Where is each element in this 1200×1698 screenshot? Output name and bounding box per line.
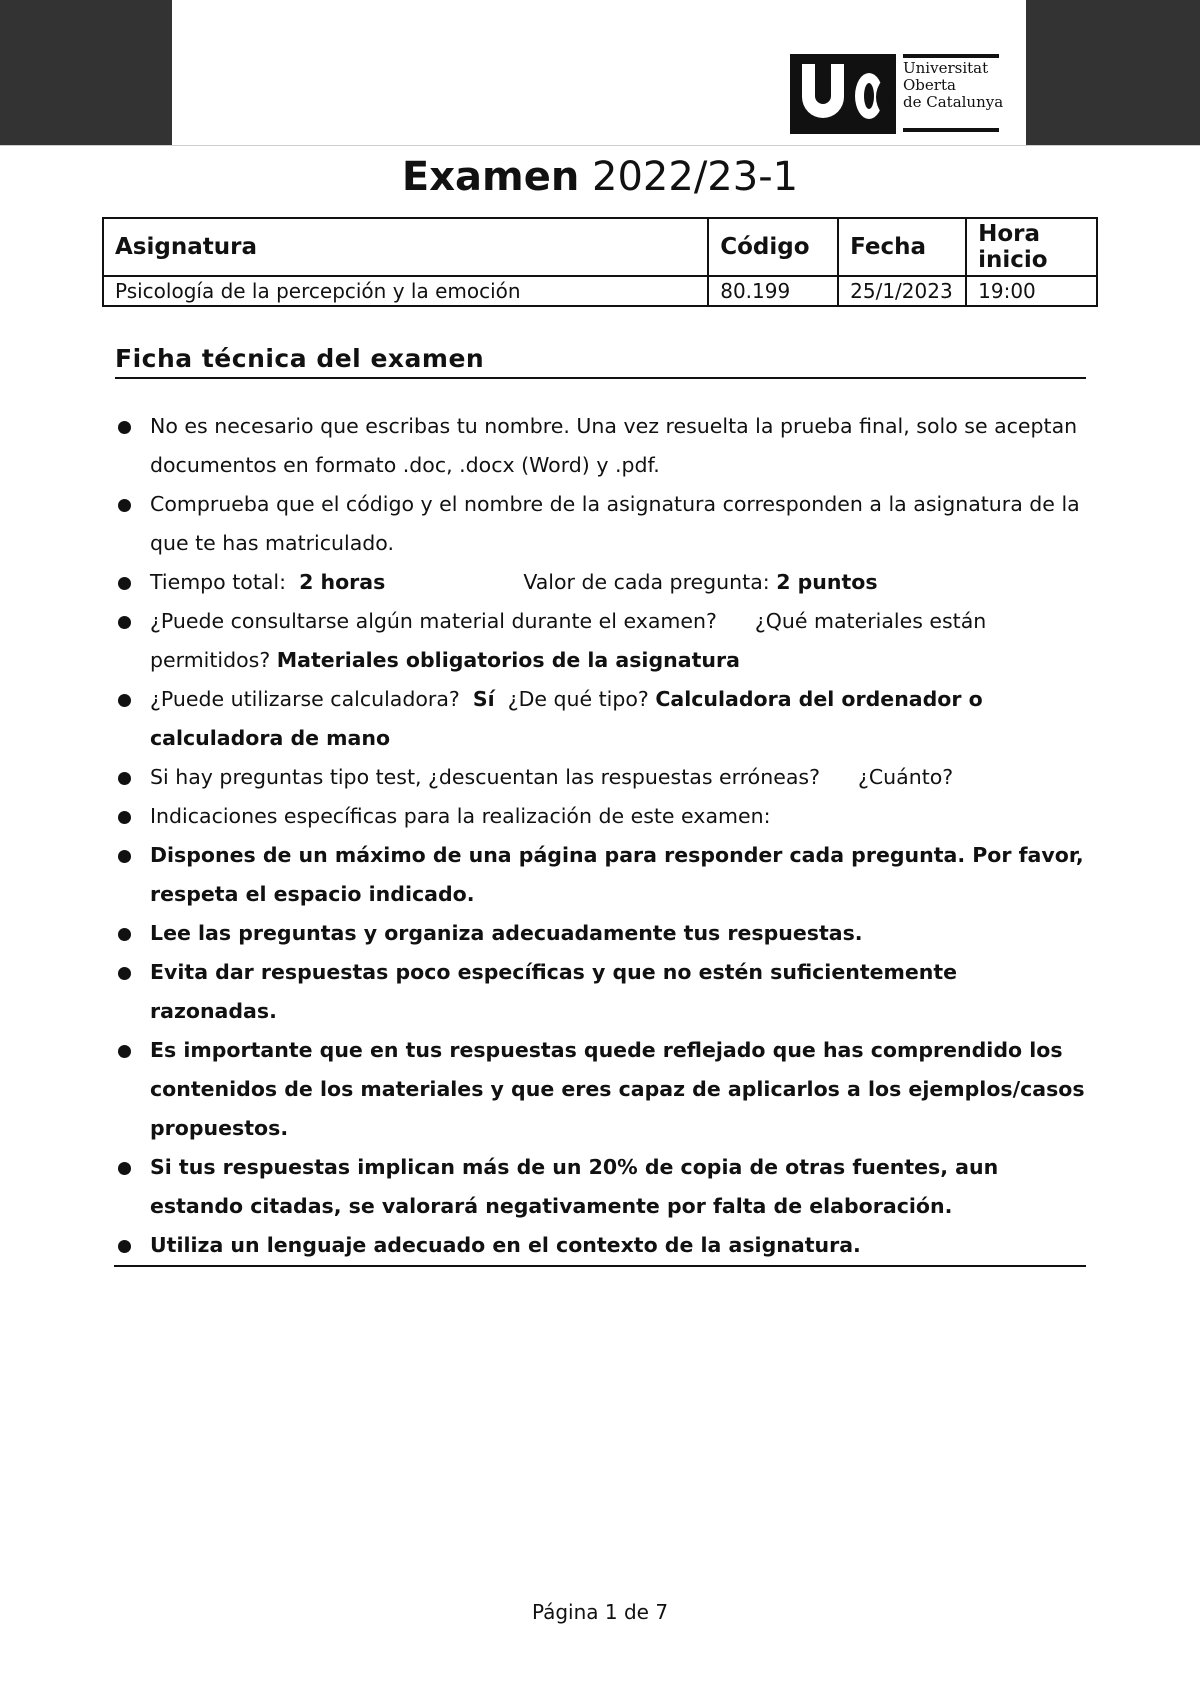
bullet-icon (118, 1162, 131, 1175)
answer-text: Calculadora del ordenador o calculadora de mano (150, 687, 983, 750)
header-hora-inicio: Hora inicio (966, 218, 1097, 276)
question-text: ¿Cuánto? (857, 765, 954, 789)
item-text: No es necesario que escribas tu nombre. Una vez resuelta la prueba final, solo se aceptan documentos en formato .doc, .docx (Word) y .pdf. (150, 414, 1078, 477)
list-item (114, 797, 1086, 836)
list-item (114, 758, 1086, 797)
bullet-icon (118, 772, 131, 785)
list-item (114, 914, 1086, 953)
item-text: Dispones de un máximo de una página para responder cada pregunta. Por favor, respeta el espacio indicado. (150, 843, 1084, 906)
bullet-icon (118, 1045, 131, 1058)
list-item (114, 1226, 1086, 1265)
logo-line: Universitat (903, 59, 989, 77)
bullet-icon (118, 616, 131, 629)
item-text: Indicaciones específicas para la realización de este examen: (150, 804, 771, 828)
bullet-icon (118, 967, 131, 980)
time-label: Tiempo total: (150, 570, 287, 594)
logo-line: de Catalunya (903, 93, 1004, 111)
value-label: Valor de cada pregunta: (523, 570, 770, 594)
answer-text: Sí (472, 687, 495, 711)
question-text: ¿De qué tipo? (507, 687, 649, 711)
bullet-icon (118, 850, 131, 863)
question-text: Si hay preguntas tipo test, ¿descuentan las respuestas erróneas? (150, 765, 820, 789)
bullet-icon (118, 1240, 131, 1253)
table-header-row (103, 218, 1097, 276)
header-fecha: Fecha (838, 218, 966, 276)
bullet-icon (118, 499, 131, 512)
section-title: Ficha técnica del examen (115, 344, 1086, 379)
logo-line: Oberta (903, 76, 956, 94)
list-item (114, 1031, 1086, 1148)
question-text: ¿Qué materiales están permitidos? (150, 609, 987, 672)
item-text: Si tus respuestas implican más de un 20% de copia de otras fuentes, aun estando citadas, se valorará negativamente por falta de elaboración. (150, 1155, 999, 1218)
logo-wordmark (903, 60, 1003, 111)
item-text: Lee las preguntas y organiza adecuadamente tus respuestas. (150, 921, 863, 945)
exam-title-period: 2022/23-1 (579, 154, 799, 200)
page-number: Página 1 de 7 (531, 1600, 669, 1624)
list-item (114, 563, 1086, 602)
item-text: Utiliza un lenguaje adecuado en el contexto de la asignatura. (150, 1233, 861, 1257)
bullet-icon (118, 811, 131, 824)
list-item (114, 953, 1086, 1031)
item-text: Comprueba que el código y el nombre de la asignatura corresponden a la asignatura de la que te has matriculado. (150, 492, 1080, 555)
exam-title-word: Examen (401, 154, 580, 200)
list-item (114, 1148, 1086, 1226)
cell-fecha: 25/1/2023 (838, 276, 966, 306)
time-value: 2 horas (299, 570, 386, 594)
value-value: 2 puntos (776, 570, 878, 594)
instructions-list (114, 407, 1086, 1267)
bullet-icon (118, 421, 131, 434)
header-band-right (1026, 0, 1200, 146)
list-item (114, 407, 1086, 485)
bullet-icon (118, 694, 131, 707)
header-codigo: Código (708, 218, 838, 276)
cell-hora-inicio: 19:00 (966, 276, 1097, 306)
header-asignatura: Asignatura (103, 218, 708, 276)
header-band-left (0, 0, 172, 146)
list-item (114, 836, 1086, 914)
question-text: ¿Puede consultarse algún material durante el examen? (150, 609, 717, 633)
list-item (114, 602, 1086, 680)
item-text: Es importante que en tus respuestas quede reflejado que has comprendido los contenidos de los materiales y que eres capaz de aplicarlos a los ejemplos/casos propuestos. (150, 1038, 1085, 1140)
exam-title (0, 152, 1200, 202)
item-text: Evita dar respuestas poco específicas y que no estén suficientemente razonadas. (150, 960, 958, 1023)
header-divider (0, 145, 1200, 146)
exam-info-table (102, 217, 1098, 307)
cell-codigo: 80.199 (708, 276, 838, 306)
list-item (114, 485, 1086, 563)
answer-text: Materiales obligatorios de la asignatura (276, 648, 740, 672)
question-text: ¿Puede utilizarse calculadora? (150, 687, 460, 711)
bullet-icon (118, 577, 131, 590)
cell-asignatura: Psicología de la percepción y la emoción (103, 276, 708, 306)
bullet-icon (118, 928, 131, 941)
list-item (114, 680, 1086, 758)
uoc-logo (790, 54, 1010, 136)
table-row (103, 276, 1097, 306)
